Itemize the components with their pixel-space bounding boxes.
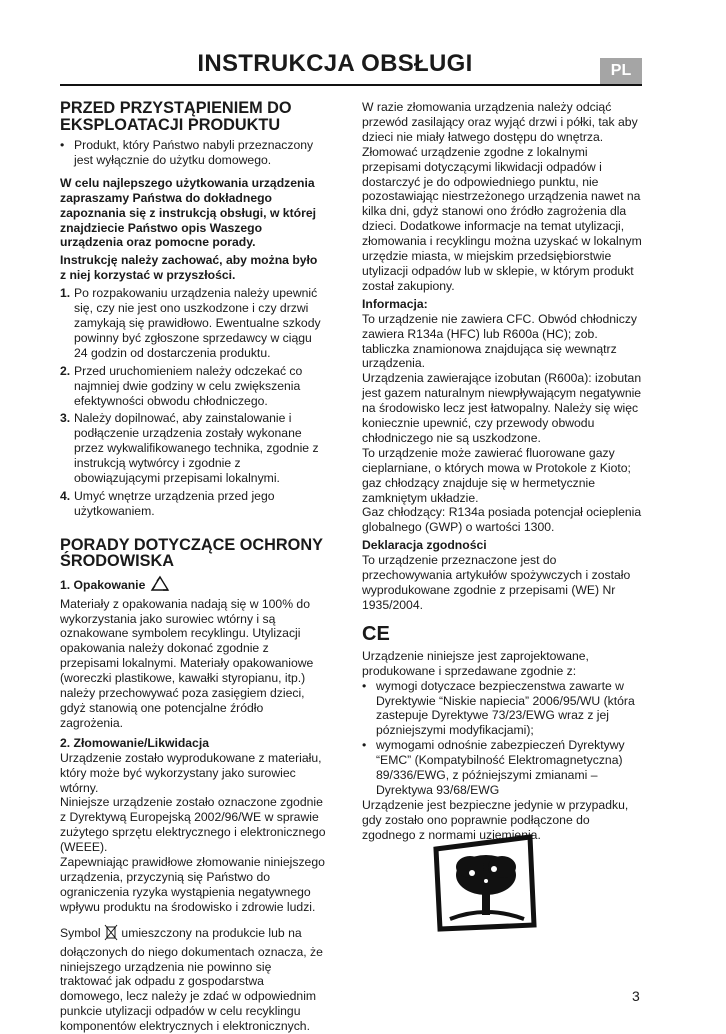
symbol-label: Symbol — [60, 925, 101, 940]
step-number: 2. — [60, 363, 71, 378]
declaration-text: To urządzenie przeznaczone jest do przechowywania artykułów spożywczych i zostało wyprodukowane zgodnie z przepisami (WE) Nr 1935/2004. — [362, 553, 631, 612]
step-text: Umyć wnętrze urządzenia przed jego użytkowaniem. — [74, 488, 275, 518]
info-heading: Informacja: — [362, 296, 428, 311]
ce-mark: CE — [362, 622, 390, 645]
disposal-heading: 2. Złomowanie/Likwidacja — [60, 735, 209, 750]
disposal-benefit-text: Zapewniając prawidłowe złomowanie niniejszego urządzenia, przyczynią się Państwo do ograniczenia ryzyka wystąpienia negatywnego wpływu produktu na środowisko i zdrowie ludzi. — [60, 855, 325, 914]
info-text: To urządzenie nie zawiera CFC. Obwód chłodniczy zawiera R134a (HFC) lub R600a (HC); zob. tabliczka znamionowa znajdująca się wewnątrz urządzenia. — [362, 311, 638, 371]
language-badge: PL — [600, 58, 642, 84]
packaging-heading — [60, 575, 326, 597]
intro-bold-text: W celu najlepszego użytkowania urządzenia zapraszamy Państwa do dokładnego zapoznania się z instrukcją obsługi, w której znajdziecie Państwo opis Waszego urządzenia oraz pomocne porady. — [60, 175, 316, 250]
weee-symbol-text — [60, 923, 326, 1034]
section-heading-before-use: PRZED PRZYSTĄPIENIEM DO EKSPLOATACJI PRODUKTU — [60, 99, 292, 134]
step-text: Po rozpakowaniu urządzenia należy upewnić się, czy nie jest ono uszkodzone i czy drzwi zamykają się prawidłowo. Ewentualne szkody powinny być zgłoszone sprzedawcy w ciągu 24 godzin od dostarczenia produktu. — [74, 286, 321, 360]
keep-manual-text: Instrukcję należy zachować, aby można było z niej korzystać w przyszłości. — [60, 253, 318, 283]
symbol-text: umieszczony na produkcie lub na dołączonych do niego dokumentach oznacza, że niniejszego urządzenia nie powinno się traktować jak odpadu z gospodarstwa domowego, lecz należy je zdać w odpowiednim punkcie utylizacji odpadów w celu recyklingu komponentów elektrycznych i elektronicznych. — [60, 925, 323, 1034]
weee-text: Niniejsze urządzenie zostało oznaczone zgodnie z Dyrektywą Europejską 2002/96/WE w sprawie zużytego sprzętu elektrycznego i elektronicznego (WEEE). — [60, 795, 326, 855]
page-title: INSTRUKCJA OBSŁUGI — [197, 50, 473, 77]
list-item — [60, 286, 326, 361]
list-item: • wymogi dotyczace bezpieczenstwa zawarte w Dyrektywie “Niskie napiecia” 2006/95/WU (która zastepuje Dyrektywe 73/23/EWG wraz z jej pózniejszymi modyfikacjami); — [362, 679, 644, 739]
gwp-text: Gaz chłodzący: R134a posiada potencjał ocieplenia globalnego (GWP) o wartości 1300. — [362, 505, 642, 535]
list-item — [60, 364, 326, 409]
list-item: • wymogami odnośnie zabezpieczeń Dyrektywy “EMC” (Kompatybilność Elektromagnetyczna) 89/336/EWG, z późniejszymi zmianami – Dyrektywa 93/68/EWG — [362, 738, 644, 798]
page-number: 3 — [632, 988, 640, 1004]
header-divider — [60, 84, 642, 86]
tree-logo-icon — [430, 833, 540, 933]
crossed-bin-icon — [104, 923, 118, 945]
step-text: Przed uruchomieniem należy odczekać co najmniej dwie godziny w celu zwiększenia efektywności obwodu chłodniczego. — [74, 363, 303, 408]
step-number: 1. — [60, 286, 71, 301]
isobutane-text: Urządzenia zawierające izobutan (R600a): izobutan jest gazem naturalnym niewpływającym negatywnie na środowisko lecz jest łatwopalny. Należy się więc koniecznie upewnić, czy przewody obwodu chłodniczego nie są uszkodzone. — [362, 371, 642, 445]
grounding-text: Urządzenie jest bezpieczne jedynie w przypadku, gdy zostało ono poprawnie podłączone do zgodnego z normami uziemienia. — [362, 797, 629, 842]
list-item: • Produkt, który Państwo nabyli przeznaczony jest wyłącznie do użytku domowego. — [60, 138, 326, 168]
list-item — [60, 411, 326, 486]
step-number: 3. — [60, 411, 71, 426]
list-item — [60, 489, 326, 519]
fluorinated-gas-text: To urządzenie może zawierać fluorowane gazy cieplarniane, o których mowa w Protokole z Kioto; gaz chłodzący znajduje się w hermetycznie zamkniętym układzie. — [362, 445, 631, 505]
disposal-text: Urządzenie zostało wyprodukowane z materiału, który może być wykorzystany jako surowiec wtórny. — [60, 750, 322, 795]
right-column — [362, 100, 644, 843]
left-column — [60, 100, 326, 1034]
recycling-icon — [149, 575, 171, 597]
packaging-title: 1. Opakowanie — [60, 577, 146, 592]
packaging-text: Materiały z opakowania nadają się w 100% do wykorzystania jako surowiec wtórny i są oznakowane symbolem recyklingu. Utylizacji opakowania należy dokonać zgodnie z przepisami lokalnymi. Materiały opakowaniowe (woreczki plastikowe, kawałki styropianu, itp.) należy przechowywać poza zasięgiem dzieci, gdyż stanowią one potencjalne źródło zagrożenia. — [60, 596, 314, 730]
section-heading-environment: PORADY DOTYCZĄCE OCHRONY ŚRODOWISKA — [60, 535, 323, 571]
step-number: 4. — [60, 488, 71, 503]
step-text: Należy dopilnować, aby zainstalowanie i podłączenie urządzenia zostały wykonane przez wykwalifikowanego technika, zgodnie z instrukcją wytwórcy i zgodnie z obowiązującymi przepisami lokalnymi. — [74, 411, 319, 486]
ce-intro-text: Urządzenie niniejsze jest zaprojektowane, produkowane i sprzedawane zgodnie z: — [362, 648, 589, 678]
declaration-heading: Deklaracja zgodności — [362, 538, 487, 553]
scrapping-text: W razie złomowania urządzenia należy odciąć przewód zasilający oraz wyjąć drzwi i półki, tak aby dzieci nie miały łatwego dostępu do wnętrza. Złomować urządzenie zgodne z lokalnymi przepisami dotyczącymi likwidacji odpadów i dostarczyć je do odpowiedniego punktu, nie pozostawiając niestrzeżonego urządzenia nawet na kilka dni, gdyż stanowi ono źródło zagrożenia dla dzieci. Dodatkowe informacje na temat utylizacji, złomowania i recyklingu można uzyskać w lokalnym urzędzie miasta, w miejskim przedsiębiorstwie utylizacji odpadów lub w sklepie, w którym produkt został zakupiony. — [362, 100, 642, 293]
